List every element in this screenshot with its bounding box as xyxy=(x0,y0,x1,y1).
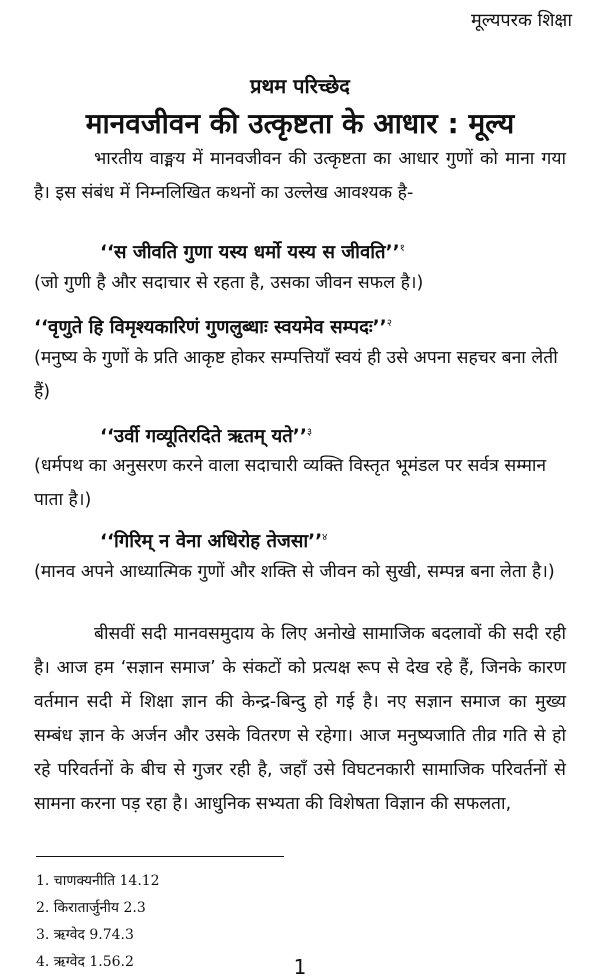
quote-verse xyxy=(100,418,312,452)
verse-text: ‘‘गिरिम् न वेना अधिरोह तेजसा’’ xyxy=(100,531,323,553)
closing-paragraph: बीसवीं सदी मानवसमुदाय के लिए अनोखे सामाजिक बदलावों की सदी रही है। आज हम ‘सज्ञान समाज’ के संकटों को प्रत्यक्ष रूप से देख रहे हैं, जिनके कारण वर्तमान सदी में शिक्षा ज्ञान की केन्द्र-बिन्दु हो गई है। नए सज्ञान समाज का मुख्य सम्बंध ज्ञान के अर्जन और उसके वितरण से रहेगा। आज मनुष्यजाति तीव्र गति से हो रहे परिवर्तनों के बीच से गुजर रही है, जहाँ उसे विघटनकारी सामाजिक परिवर्तनों से सामना करना पड़ रहा है। आधुनिक सभ्यता की विशेषता विज्ञान की सफलता, xyxy=(34,624,566,814)
footnote-ref: १ xyxy=(399,243,405,254)
verse-text: ‘‘स जीवति गुणा यस्य धर्मो यस्य स जीवति’’ xyxy=(100,242,400,264)
quote-meaning: (मनुष्य के गुणों के प्रति आकृष्ट होकर सम्पत्तियाँ स्वयं ही उसे अपना सहचर बना लेती हैं) xyxy=(34,348,558,402)
footnote: 4. ऋग्वेद 1.56.2 xyxy=(36,954,134,970)
verse-text: ‘‘वृणुते हि विमृश्यकारिणं गुणलुब्धाः स्वयमेव सम्पदः’’ xyxy=(34,317,387,339)
footnote: 2. किरातार्जुनीय 2.3 xyxy=(36,900,146,916)
quote-verse xyxy=(100,234,405,268)
quote-verse xyxy=(100,523,327,557)
page-number: 1 xyxy=(293,955,307,979)
footnote-ref: ३ xyxy=(306,427,313,438)
quote-meaning: (धर्मपथ का अनुसरण करने वाला सदाचारी व्यक्ति विस्तृत भूमंडल पर सर्वत्र सम्मान पाता है।) xyxy=(34,456,547,510)
footnote-ref: ४ xyxy=(322,532,328,543)
quote-verse xyxy=(34,309,392,343)
footnote-divider xyxy=(36,856,284,857)
chapter-label: प्रथम परिच्छेद xyxy=(250,74,350,98)
running-header: मूल्यपरक शिक्षा xyxy=(470,10,572,31)
quote-meaning: (मानव अपने आध्यात्मिक गुणों और शक्ति से जीवन को सुखी, सम्पन्न बना लेता है।) xyxy=(34,562,555,582)
verse-text: ‘‘उर्वी गव्यूतिरदिते ऋतम् यते’’ xyxy=(100,426,307,448)
quote-meaning: (जो गुणी है और सदाचार से रहता है, उसका जीवन सफल है।) xyxy=(34,273,424,293)
footnote: 3. ऋग्वेद 9.74.3 xyxy=(36,927,134,943)
footnote-ref: २ xyxy=(386,318,392,329)
intro-paragraph: भारतीय वाङ्मय में मानवजीवन की उत्कृष्टता का आधार गुणों को माना गया है। इस संबंध में निम्नलिखित कथनों का उल्लेख आवश्यक है- xyxy=(34,149,566,203)
chapter-title: मानवजीवन की उत्कृष्टता के आधार : मूल्य xyxy=(85,107,515,140)
footnote: 1. चाणक्यनीति 14.12 xyxy=(36,873,160,889)
